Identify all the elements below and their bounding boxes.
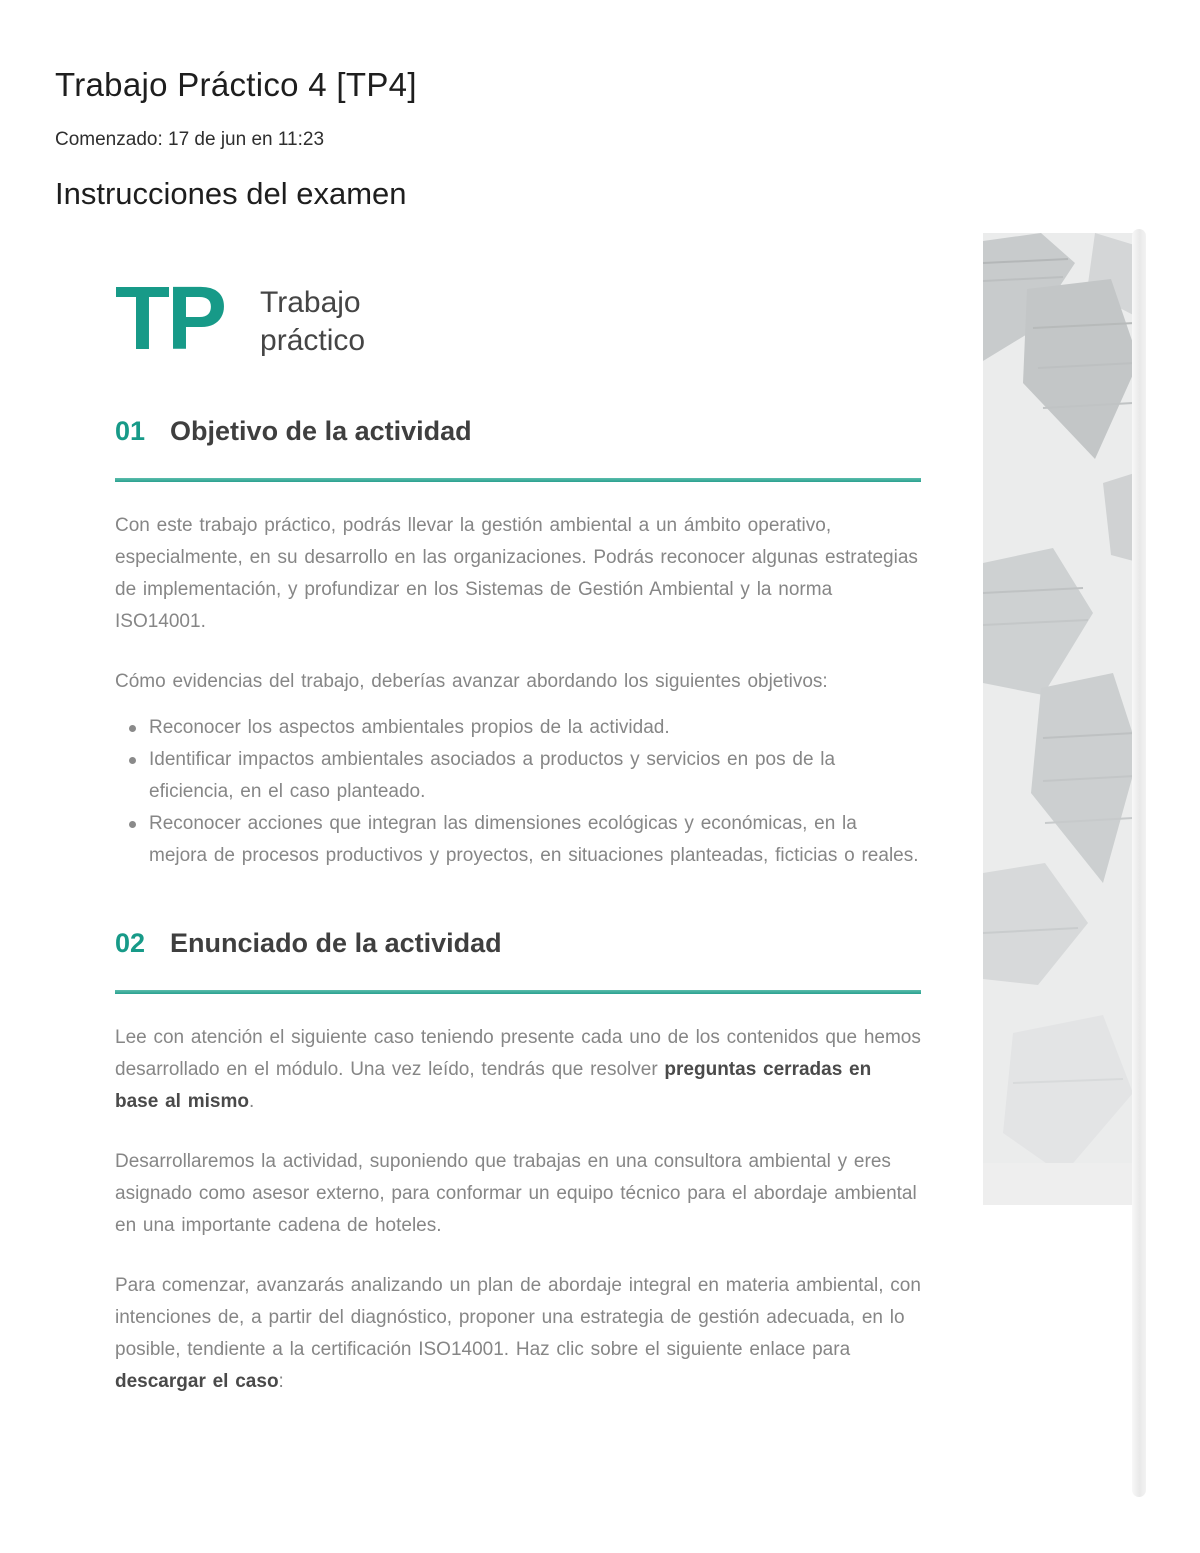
- abstract-polygon-art: [983, 233, 1141, 1205]
- paragraph: Cómo evidencias del trabajo, deberías avanzar abordando los siguientes objetivos:: [115, 671, 828, 692]
- page-header: [0, 0, 1200, 212]
- paragraph-bold-text: descargar el caso: [115, 1371, 279, 1392]
- section-header: [115, 928, 921, 959]
- paragraph-text: :: [278, 1371, 284, 1392]
- section-heading: Objetivo de la actividad: [170, 416, 472, 446]
- tp-logo: [115, 269, 921, 369]
- paragraph-text: .: [248, 1091, 255, 1112]
- objectives-bullet-list: [115, 712, 921, 872]
- tp-logo-name-line1: Trabajo: [260, 286, 361, 319]
- section-heading: Enunciado de la actividad: [170, 928, 502, 958]
- exam-instructions-document: [115, 269, 921, 1398]
- section-divider-rule: [115, 478, 921, 482]
- paragraph: [115, 1022, 921, 1118]
- paragraph: Con este trabajo práctico, podrás llevar la gestión ambiental a un ámbito operativo, especialmente, en su desarrollo en las organizaciones. Podrás reconocer algunas estrategias de implementación, y profundizar en los Sistemas de Gestión Ambiental y la norma ISO14001.: [115, 515, 918, 632]
- section-number: 01: [115, 416, 146, 446]
- paragraph: Desarrollaremos la actividad, suponiendo que trabajas en una consultora ambiental y eres asignado como asesor externo, para conformar un equipo técnico para el abordaje ambiental en una importante cadena de hoteles.: [115, 1151, 917, 1236]
- page-title: Trabajo Práctico 4 [TP4]: [55, 66, 417, 103]
- section-objetivo: [115, 416, 921, 872]
- exam-instructions-heading: Instrucciones del examen: [55, 176, 407, 211]
- bullet-item: Reconocer acciones que integran las dimensiones ecológicas y económicas, en la mejora de procesos productivos y proyectos, en situaciones planteadas, ficticias o reales.: [129, 808, 921, 872]
- paragraph-text: Lee con atención el siguiente caso teniendo presente cada uno de los contenidos que hemos desarrollado en el módulo. Una vez leído, tendrás que resolver: [115, 1027, 921, 1080]
- section-number: 02: [115, 928, 146, 958]
- tp-logo-name-line2: práctico: [260, 324, 366, 357]
- tp-logo-initials: TP: [115, 269, 225, 369]
- decorative-sidebar-image: [983, 233, 1141, 1205]
- quiz-started-timestamp: Comenzado: 17 de jun en 11:23: [55, 129, 325, 150]
- bullet-item: Identificar impactos ambientales asociados a productos y servicios en pos de la eficiencia, en el caso planteado.: [129, 744, 921, 808]
- section-divider-rule: [115, 990, 921, 994]
- section-enunciado: [115, 928, 921, 1398]
- paragraph: [115, 1270, 921, 1398]
- tp-logo-name: [260, 284, 365, 360]
- paragraph-text: Para comenzar, avanzarás analizando un plan de abordaje integral en materia ambiental, con intenciones de, a partir del diagnóstico, proponer una estrategia de gestión adecuada, en lo posible, tendiente a la certificación ISO14001. Haz clic sobre el siguiente enlace para: [115, 1275, 921, 1360]
- bullet-item: Reconocer los aspectos ambientales propios de la actividad.: [129, 712, 921, 744]
- page-edge-bar: [1132, 229, 1146, 1497]
- section-header: [115, 416, 921, 447]
- paragraph-bold-text: preguntas cerradas en base al mismo: [115, 1059, 872, 1112]
